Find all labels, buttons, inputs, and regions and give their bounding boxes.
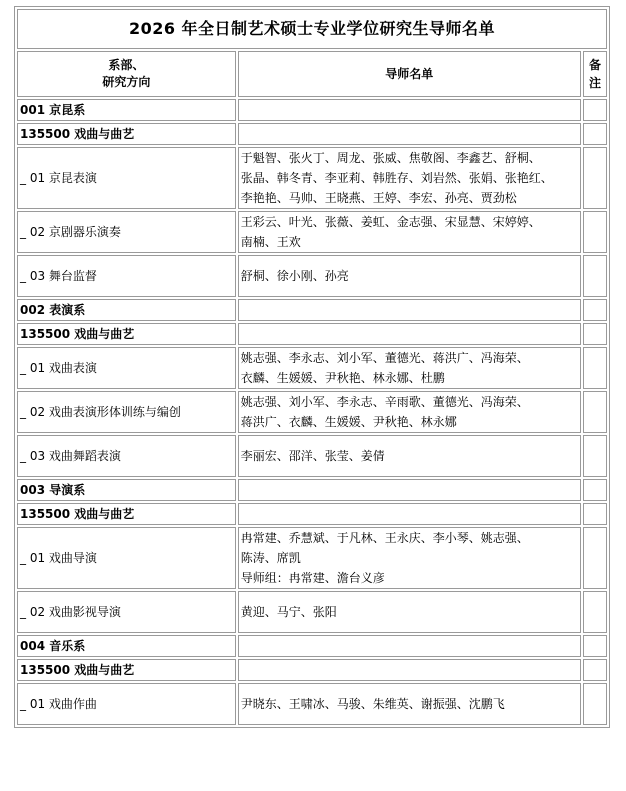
remarks-cell bbox=[583, 659, 607, 681]
mentor-names-line: 王彩云、叶光、张薇、姜虹、金志强、宋显慧、宋婷婷、 bbox=[240, 215, 541, 229]
header-remarks bbox=[583, 51, 607, 97]
remarks-cell bbox=[583, 323, 607, 345]
research-direction: _ 03 戏曲舞蹈表演 bbox=[17, 435, 236, 477]
mentor-names-cell bbox=[238, 347, 581, 389]
direction-row bbox=[17, 435, 607, 477]
mentor-names-cell bbox=[238, 123, 581, 145]
research-direction: _ 01 戏曲导演 bbox=[17, 527, 236, 589]
department-name: 135500 戏曲与曲艺 bbox=[17, 503, 236, 525]
mentor-names-line: 尹晓东、王啸冰、马骏、朱维英、谢振强、沈鹏飞 bbox=[240, 697, 505, 711]
header-department-direction bbox=[17, 51, 236, 97]
remarks-cell bbox=[583, 435, 607, 477]
header-department-line1: 系部、 bbox=[108, 58, 145, 72]
mentor-names-line: 李艳艳、马帅、王晓燕、王婷、李宏、孙亮、贾劲松 bbox=[240, 191, 517, 205]
mentor-names-line: 于魁智、张火丁、周龙、张威、焦敬阁、李鑫艺、舒桐、 bbox=[240, 151, 541, 165]
header-mentor-list: 导师名单 bbox=[238, 51, 581, 97]
research-direction: _ 01 戏曲作曲 bbox=[17, 683, 236, 725]
remarks-cell bbox=[583, 527, 607, 589]
mentor-names-cell bbox=[238, 435, 581, 477]
department-row bbox=[17, 99, 607, 121]
remarks-cell bbox=[583, 479, 607, 501]
remarks-cell bbox=[583, 683, 607, 725]
mentor-names-cell bbox=[238, 255, 581, 297]
remarks-cell bbox=[583, 391, 607, 433]
mentor-names-cell bbox=[238, 659, 581, 681]
remarks-cell bbox=[583, 211, 607, 253]
direction-row bbox=[17, 211, 607, 253]
mentor-table bbox=[14, 6, 610, 728]
department-row bbox=[17, 323, 607, 345]
research-direction: _ 03 舞台监督 bbox=[17, 255, 236, 297]
header-remarks-line2: 注 bbox=[588, 76, 601, 90]
research-direction: _ 02 戏曲表演形体训练与编创 bbox=[17, 391, 236, 433]
mentor-names-cell bbox=[238, 391, 581, 433]
mentor-names-cell bbox=[238, 479, 581, 501]
mentor-names-cell bbox=[238, 635, 581, 657]
department-row bbox=[17, 123, 607, 145]
remarks-cell bbox=[583, 123, 607, 145]
mentor-names-line: 李丽宏、邵洋、张莹、姜倩 bbox=[240, 449, 385, 463]
department-name: 002 表演系 bbox=[17, 299, 236, 321]
mentor-names-line: 导师组：冉常建、澹台义彦 bbox=[240, 571, 385, 585]
mentor-names-line: 姚志强、李永志、刘小军、董德光、蒋洪广、冯海荣、 bbox=[240, 351, 529, 365]
mentor-names-line: 陈涛、席凯 bbox=[240, 551, 301, 565]
research-direction: _ 01 京昆表演 bbox=[17, 147, 236, 209]
department-row bbox=[17, 635, 607, 657]
mentor-names-line: 南楠、王欢 bbox=[240, 235, 301, 249]
research-direction: _ 02 戏曲影视导演 bbox=[17, 591, 236, 633]
document-title: 2026 年全日制艺术硕士专业学位研究生导师名单 bbox=[17, 9, 607, 49]
department-name: 003 导演系 bbox=[17, 479, 236, 501]
mentor-names-line: 冉常建、乔慧斌、于凡林、王永庆、李小琴、姚志强、 bbox=[240, 531, 529, 545]
mentor-names-cell bbox=[238, 99, 581, 121]
mentor-names-cell bbox=[238, 527, 581, 589]
remarks-cell bbox=[583, 591, 607, 633]
remarks-cell bbox=[583, 147, 607, 209]
mentor-names-cell bbox=[238, 683, 581, 725]
department-name: 135500 戏曲与曲艺 bbox=[17, 123, 236, 145]
direction-row bbox=[17, 391, 607, 433]
table-body bbox=[17, 99, 607, 725]
department-row bbox=[17, 503, 607, 525]
direction-row bbox=[17, 347, 607, 389]
header-remarks-line1: 备 bbox=[588, 58, 601, 72]
direction-row bbox=[17, 255, 607, 297]
mentor-names-line: 姚志强、刘小军、李永志、辛雨歌、董德光、冯海荣、 bbox=[240, 395, 529, 409]
research-direction: _ 01 戏曲表演 bbox=[17, 347, 236, 389]
remarks-cell bbox=[583, 99, 607, 121]
research-direction: _ 02 京剧器乐演奏 bbox=[17, 211, 236, 253]
remarks-cell bbox=[583, 503, 607, 525]
direction-row bbox=[17, 591, 607, 633]
mentor-names-line: 黄迎、马宁、张阳 bbox=[240, 605, 337, 619]
remarks-cell bbox=[583, 635, 607, 657]
department-name: 001 京昆系 bbox=[17, 99, 236, 121]
department-row bbox=[17, 659, 607, 681]
direction-row bbox=[17, 527, 607, 589]
remarks-cell bbox=[583, 347, 607, 389]
mentor-names-cell bbox=[238, 503, 581, 525]
mentor-names-line: 蒋洪广、衣麟、生媛媛、尹秋艳、林永娜 bbox=[240, 415, 457, 429]
direction-row bbox=[17, 147, 607, 209]
department-name: 135500 戏曲与曲艺 bbox=[17, 659, 236, 681]
mentor-names-cell bbox=[238, 299, 581, 321]
remarks-cell bbox=[583, 255, 607, 297]
header-department-line2: 研究方向 bbox=[102, 75, 151, 89]
mentor-names-line: 张晶、韩冬青、李亚莉、韩胜存、刘岩然、张娟、张艳红、 bbox=[240, 171, 553, 185]
department-name: 135500 戏曲与曲艺 bbox=[17, 323, 236, 345]
mentor-list-document bbox=[14, 6, 610, 728]
remarks-cell bbox=[583, 299, 607, 321]
department-row bbox=[17, 299, 607, 321]
department-row bbox=[17, 479, 607, 501]
mentor-names-cell bbox=[238, 591, 581, 633]
mentor-names-cell bbox=[238, 211, 581, 253]
mentor-names-line: 舒桐、徐小刚、孙亮 bbox=[240, 269, 349, 283]
mentor-names-cell bbox=[238, 323, 581, 345]
direction-row bbox=[17, 683, 607, 725]
mentor-names-cell bbox=[238, 147, 581, 209]
department-name: 004 音乐系 bbox=[17, 635, 236, 657]
mentor-names-line: 衣麟、生媛媛、尹秋艳、林永娜、杜鹏 bbox=[240, 371, 445, 385]
